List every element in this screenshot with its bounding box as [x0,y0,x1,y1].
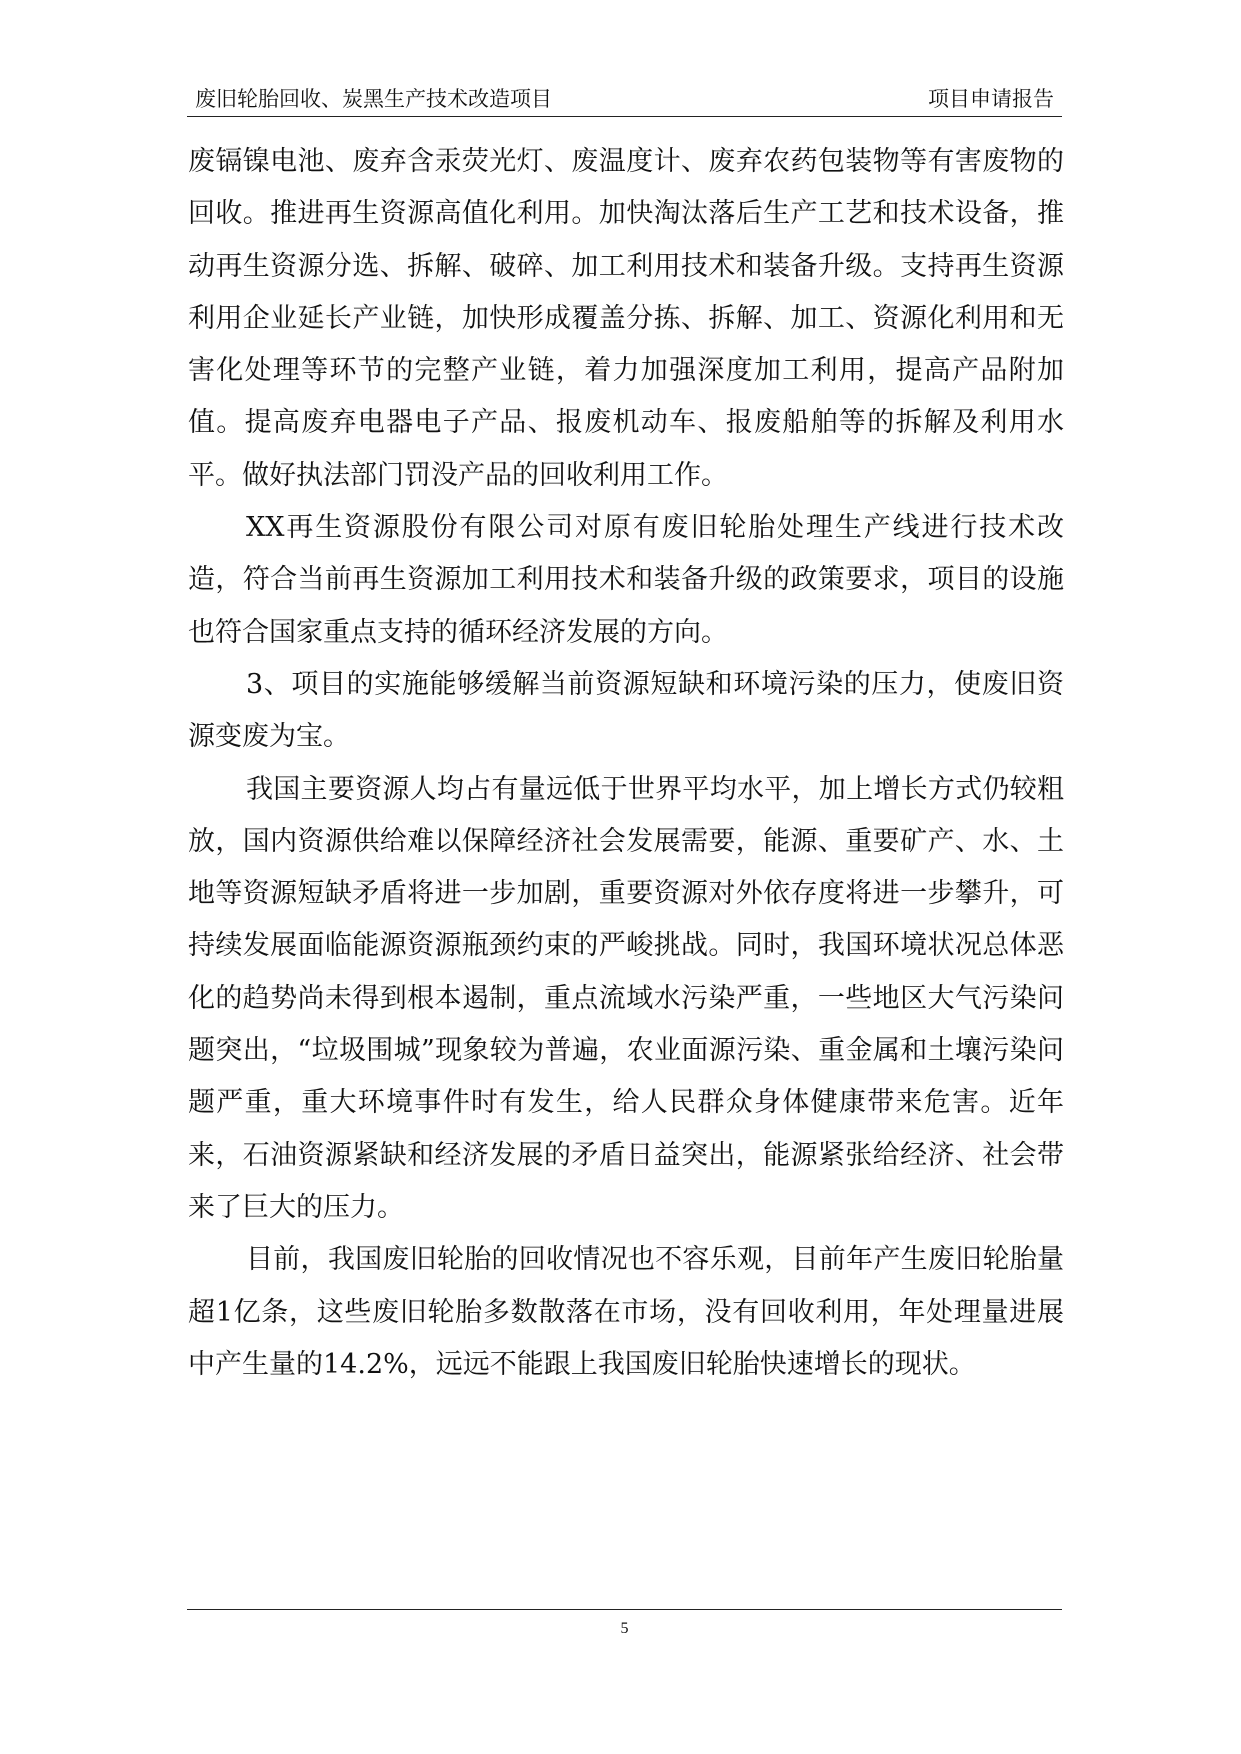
header-project-title: 废旧轮胎回收、炭黑生产技术改造项目 [195,87,552,111]
paragraph-continuation: 废镉镍电池、废弃含汞荧光灯、废温度计、废弃农药包装物等有害废物的回收。推进再生资源高值化利用。加快淘汰落后生产工艺和技术设备，推动再生资源分选、拆解、破碎、加工利用技术和装备升级。支持再生资源利用企业延长产业链，加快形成覆盖分拣、拆解、加工、资源化利用和无害化处理等环节的完整产业链，着力加强深度加工利用，提高产品附加值。提高废弃电器电子产品、报废机动车、报废船舶等的拆解及利用水平。做好执法部门罚没产品的回收利用工作。 [188,146,1064,491]
page-number: 5 [620,1620,629,1637]
paragraph-resource-situation: 我国主要资源人均占有量远低于世界平均水平，加上增长方式仍较粗放，国内资源供给难以保障经济社会发展需要，能源、重要矿产、水、土地等资源短缺矛盾将进一步加剧，重要资源对外依存度将进一步攀升，可持续发展面临能源资源瓶颈约束的严峻挑战。同时，我国环境状况总体恶化的趋势尚未得到根本遏制，重点流域水污染严重，一些地区大气污染问题突出，“垃圾围城”现象较为普遍，农业面源污染、重金属和土壤污染问题严重，重大环境事件时有发生，给人民群众身体健康带来危害。近年来，石油资源紧缺和经济发展的矛盾日益突出，能源紧张给经济、社会带来了巨大的压力。 [188,773,1064,1223]
body-text [188,136,1064,1391]
paragraph-company-upgrade: XX再生资源股份有限公司对原有废旧轮胎处理生产线进行技术改造，符合当前再生资源加工利用技术和装备升级的政策要求，项目的设施也符合国家重点支持的循环经济发展的方向。 [188,512,1064,648]
paragraph-tire-recycling: 目前，我国废旧轮胎的回收情况也不容乐观，目前年产生废旧轮胎量超1亿条，这些废旧轮胎多数散落在市场，没有回收利用，年处理量进展中产生量的14.2%，远远不能跟上我国废旧轮胎快速增长的现状。 [188,1244,1064,1380]
page-footer [187,1609,1062,1637]
paragraph-section-heading: 3、项目的实施能够缓解当前资源短缺和环境污染的压力，使废旧资源变废为宝。 [188,668,1064,753]
page-header [187,82,1062,117]
header-document-type: 项目申请报告 [928,87,1054,111]
